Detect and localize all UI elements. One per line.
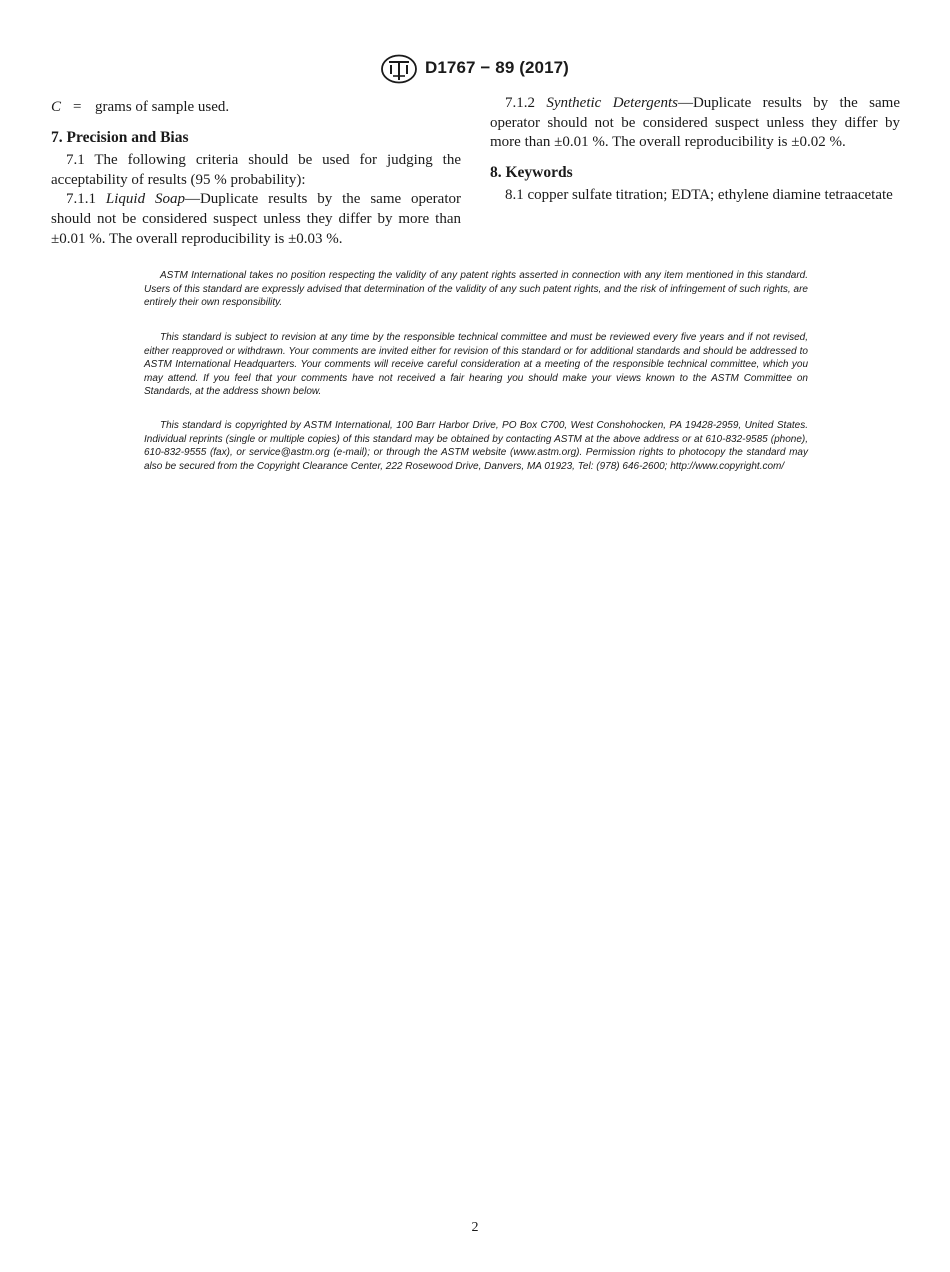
liquid-soap-term: Liquid Soap (105, 191, 185, 208)
paragraph-7-1-1-number: 7.1.1 (66, 191, 106, 208)
patent-notice: ASTM International takes no position respecting the validity of any patent rights asserted in connection with any item mentioned in this standard. Users of this standard are expressly advised that determination of the validity of any such patent rights, and the risk of infringement of such rights, are entirely their own responsibility. (144, 270, 808, 309)
document-designation: D1767 − 89 (2017) (425, 58, 569, 77)
revision-notice: This standard is subject to revision at any time by the responsible technical committee and must be reviewed every five years and if not revised, either reapproved or withdrawn. Your comments are invited either for revision of this standard or for additional standards and should be addressed to ASTM International Headquarters. Your comments will receive careful consideration at a meeting of the responsible technical committee, which you may attend. If you feel that your comments have not received a fair hearing you should make your views known to the ASTM Committee on Standards, at the address shown below. (144, 332, 808, 398)
page-header (0, 54, 950, 86)
paragraph-7-1: 7.1 The following criteria should be used for judging the acceptability of results (95 % probability): (51, 152, 461, 188)
variable-symbol: C (51, 99, 62, 115)
section-8-heading: 8. Keywords (490, 163, 573, 181)
page-number: 2 (471, 1220, 479, 1235)
paragraph-8-1: 8.1 copper sulfate titration; EDTA; ethylene diamine tetraacetate (505, 187, 893, 204)
section-7-heading: 7. Precision and Bias (51, 128, 189, 146)
paragraph-7-1-2-text: —Duplicate results by the same operator should not be considered suspect unless they differ by more than ±0.01 %. The overall reproducibility is ±0.02 %. (490, 95, 900, 151)
variable-equals: = (73, 99, 82, 115)
copyright-notice: This standard is copyrighted by ASTM International, 100 Barr Harbor Drive, PO Box C700, West Conshohocken, PA 19428-2959, United States. Individual reprints (single or multiple copies) of this standard may be obtained by contacting ASTM at the above address or at 610-832-9585 (phone), 610-832-9555 (fax), or service@astm.org (e-mail); or through the ASTM website (www.astm.org). Permission rights to photocopy the standard may also be secured from the Copyright Clearance Center, 222 Rosewood Drive, Danvers, MA 01923, Tel: (978) 646-2600; http://www.copyright.com/ (144, 420, 808, 472)
astm-logo-icon (380, 54, 418, 84)
right-column (490, 94, 900, 206)
paragraph-7-1-1 (51, 190, 461, 249)
synthetic-detergents-term: Synthetic Detergents (546, 95, 678, 111)
variable-description: grams of sample used. (95, 99, 230, 115)
paragraph-7-1-2-number: 7.1.2 (505, 95, 547, 111)
left-column (51, 98, 461, 249)
paragraph-7-1-2 (490, 94, 900, 153)
variable-definition (51, 98, 461, 118)
paragraph-7-1-1-text: —Duplicate results by the same operator should not be considered suspect unless they differ by more than ±0.01 %. The overall reproducibility is ±0.03 %. (51, 191, 462, 247)
